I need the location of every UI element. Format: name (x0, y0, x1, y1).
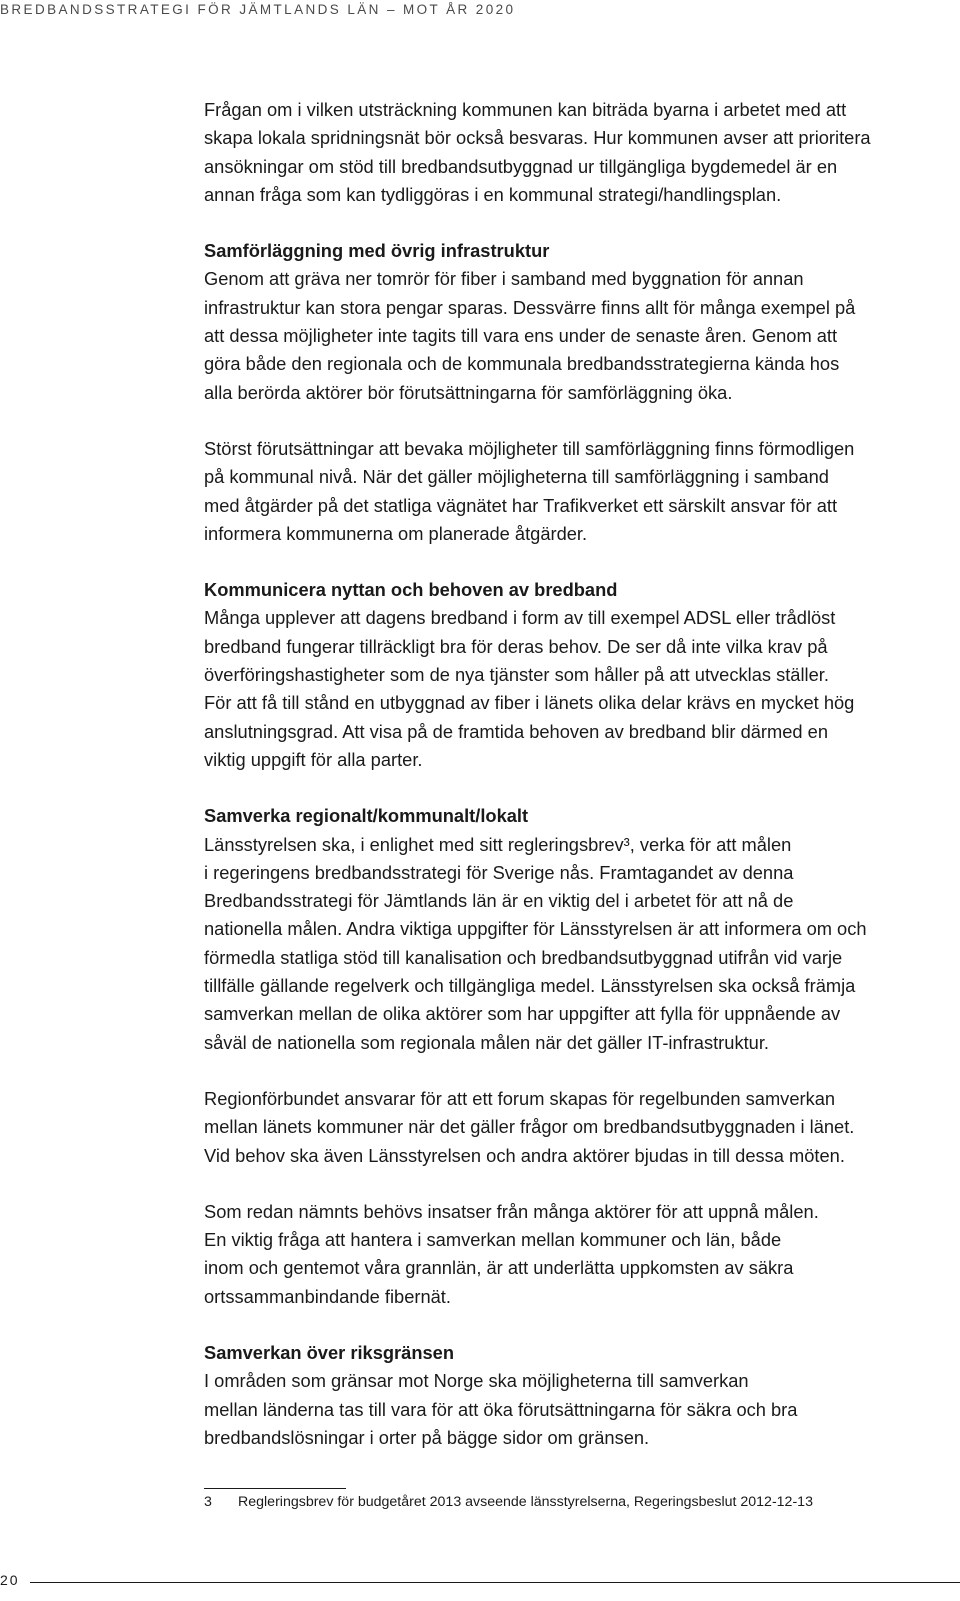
section-heading: Samförläggning med övrig infrastruktur (204, 240, 550, 262)
text-line: En viktig fråga att hantera i samverkan mellan kommuner och län, både (204, 1229, 782, 1251)
text-line: i regeringens bredbandsstrategi för Sverige nås. Framtagandet av denna (204, 861, 794, 883)
text-line: med åtgärder på det statliga vägnätet har Trafikverket ett särskilt ansvar för att (204, 494, 838, 516)
footnote-number: 3 (204, 1494, 212, 1510)
paragraph (204, 831, 944, 1057)
text-line: infrastruktur kan stora pengar sparas. Dessvärre finns allt för många exempel på (204, 296, 856, 318)
text-line: För att få till stånd en utbyggnad av fiber i länets olika delar krävs en mycket hög (204, 692, 855, 714)
text-line: mellan länderna tas till vara för att öka förutsättningarna för säkra och bra (204, 1398, 798, 1420)
section-samverka (204, 802, 944, 1311)
text-line: Störst förutsättningar att bevaka möjligheter till samförläggning finns förmodligen (204, 437, 855, 459)
text-line: Länsstyrelsen ska, i enlighet med sitt regleringsbrev³, verka för att målen (204, 833, 792, 855)
text-line: Vid behov ska även Länsstyrelsen och andra aktörer bjudas in till dessa möten. (204, 1144, 845, 1166)
text-line: Många upplever att dagens bredband i form av till exempel ADSL eller trådlöst (204, 607, 836, 629)
paragraph (204, 604, 944, 774)
paragraph (204, 1085, 944, 1170)
footnote (204, 1494, 813, 1510)
section-heading: Samverkan över riksgränsen (204, 1341, 454, 1363)
text-line: Som redan nämnts behövs insatser från många aktörer för att uppnå målen. (204, 1200, 819, 1222)
text-line: Genom att gräva ner tomrör för fiber i samband med byggnation för annan (204, 268, 804, 290)
text-line: nationella målen. Andra viktiga uppgifter för Länsstyrelsen är att informera om och (204, 918, 867, 940)
text-line: att dessa möjligheter inte tagits till vara ens under de senaste åren. Genom att (204, 325, 838, 347)
section-kommunicera (204, 576, 944, 774)
text-line: förmedla statliga stöd till kanalisation och bredbandsutbyggnad utifrån vid varje (204, 946, 843, 968)
text-line: ortssammanbindande fibernät. (204, 1285, 451, 1307)
text-line: mellan länets kommuner när det gäller frågor om bredbandsutbyggnaden i länet. (204, 1116, 855, 1138)
text-line: bredband fungerar tillräckligt bra för deras behov. De ser då inte vilka krav på (204, 635, 828, 657)
section-heading: Samverka regionalt/kommunalt/lokalt (204, 805, 529, 827)
text-line: skapa lokala spridningsnät bör också besvaras. Hur kommunen avser att prioritera (204, 127, 871, 149)
text-line: Bredbandsstrategi för Jämtlands län är en viktig del i arbetet för att nå de (204, 890, 794, 912)
text-line: Regionförbundet ansvarar för att ett forum skapas för regelbunden samverkan (204, 1087, 836, 1109)
paragraph (204, 265, 944, 406)
text-line: samverkan mellan de olika aktörer som har uppgifter att fylla för uppnående av (204, 1003, 841, 1025)
text-line: annan fråga som kan tydliggöras i en kommunal strategi/handlingsplan. (204, 183, 782, 205)
paragraph (204, 435, 944, 548)
text-line: I områden som gränsar mot Norge ska möjligheterna till samverkan (204, 1370, 749, 1392)
footnote-text: Regleringsbrev för budgetåret 2013 avseende länsstyrelserna, Regeringsbeslut 2012-12-13 (238, 1494, 813, 1510)
paragraph (204, 1367, 944, 1452)
section-samforlaggning (204, 237, 944, 548)
text-line: Frågan om i vilken utsträckning kommunen kan biträda byarna i arbetet med att (204, 99, 847, 120)
text-line: informera kommunerna om planerade åtgärder. (204, 522, 588, 544)
text-line: alla berörda aktörer bör förutsättningarna för samförläggning öka. (204, 381, 733, 403)
text-line: bredbandslösningar i orter på bägge sidor om gränsen. (204, 1426, 650, 1448)
text-line: inom och gentemot våra grannlän, är att underlätta uppkomsten av säkra (204, 1257, 794, 1279)
paragraph (204, 1198, 944, 1311)
text-line: göra både den regionala och de kommunala bredbandsstrategierna kända hos (204, 353, 840, 375)
text-line: anslutningsgrad. Att visa på de framtida behoven av bredband blir därmed en (204, 720, 828, 742)
page-footer-rule (30, 1582, 960, 1583)
footnote-divider (204, 1488, 346, 1489)
page-number: 20 (0, 1572, 20, 1588)
text-line: tillfälle gällande regelverk och tillgängliga medel. Länsstyrelsen ska också främja (204, 975, 856, 997)
section-heading: Kommunicera nyttan och behoven av bredband (204, 579, 618, 601)
running-header: BREDBANDSSTRATEGI FÖR JÄMTLANDS LÄN – MOT ÅR 2020 (0, 2, 516, 17)
text-line: viktig uppgift för alla parter. (204, 748, 423, 770)
text-line: såväl de nationella som regionala målen när det gäller IT-infrastruktur. (204, 1031, 769, 1053)
main-content (204, 96, 944, 1452)
text-line: på kommunal nivå. När det gäller möjligheterna till samförläggning i samband (204, 466, 829, 488)
text-line: ansökningar om stöd till bredbandsutbyggnad ur tillgängliga bygdemedel är en (204, 155, 838, 177)
text-line: överföringshastigheter som de nya tjänster som håller på att utvecklas ställer. (204, 664, 829, 686)
section-riksgransen (204, 1339, 944, 1452)
intro-paragraph (204, 96, 944, 209)
